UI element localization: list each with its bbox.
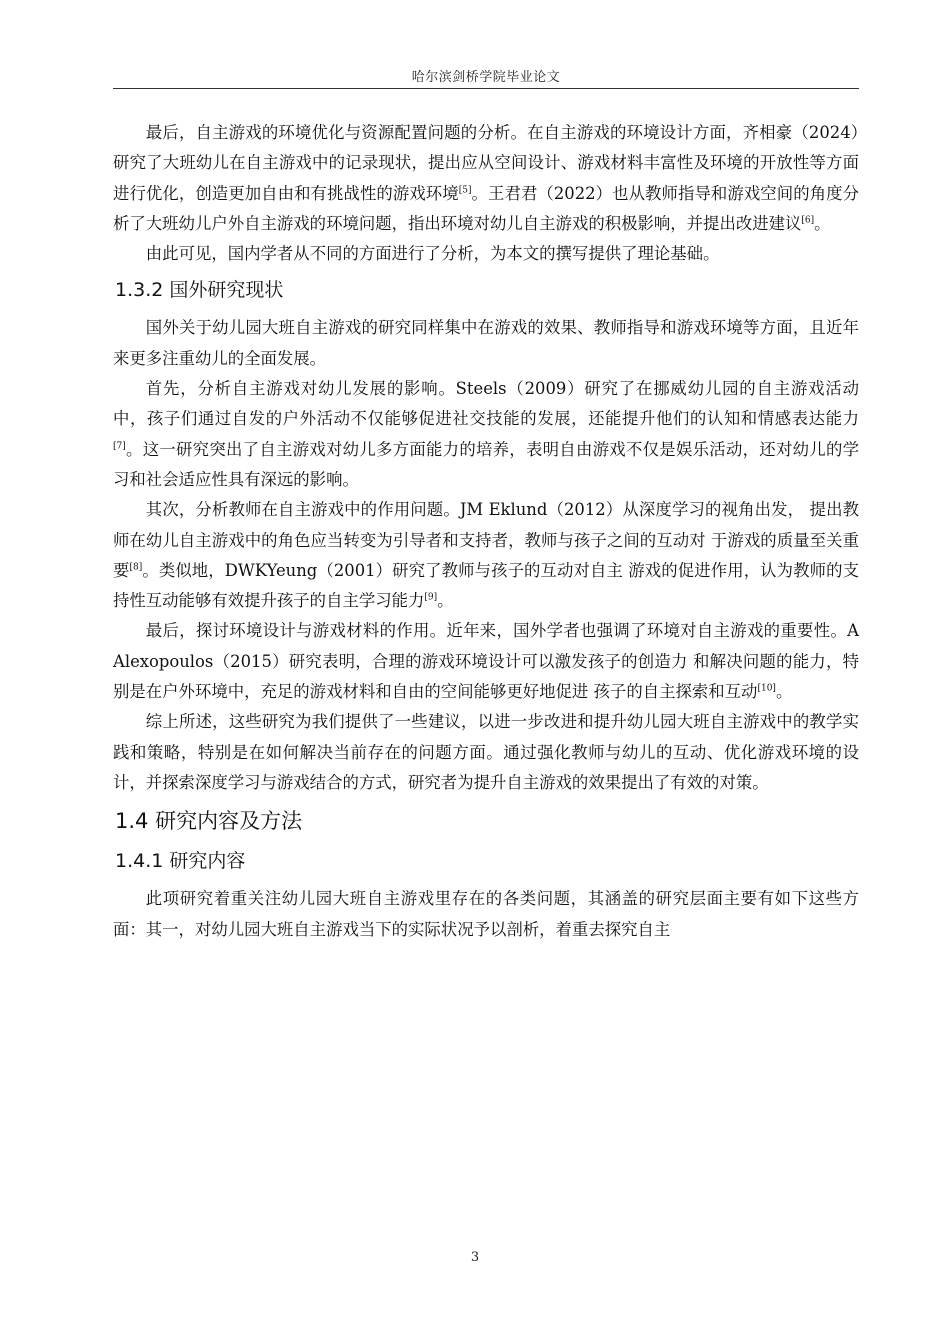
page-header: 哈尔滨剑桥学院毕业论文 [411,70,561,85]
paragraph-foreign-summary: 综上所述，这些研究为我们提供了一些建议，以进一步改进和提升幼儿园大班自主游戏中的教学实践和策略，特别是在如何解决当前存在的问题方面。通过强化教师与幼儿的互动、优化游戏环境的设计，并探索深度学习与游戏结合的方式，研究者为提升自主游戏的效果提出了有效的对策。 [113,712,859,792]
paragraph-foreign-environment: 最后，探讨环境设计与游戏材料的作用。近年来，国外学者也强调了环境对自主游戏的重要性。A Alexopoulos（2015）研究表明，合理的游戏环境设计可以激发孩子的创造力 和解决问题的能力，特别是在户外环境中，充足的游戏材料和自由的空间能够更好地促进 孩子的自主探索和互动[10]。 [113,621,859,702]
citation-5: [5] [458,185,472,196]
citation-9: [9] [424,592,438,603]
body-content [113,118,859,945]
heading-1-4-1: 1.4.1 研究内容 [115,850,246,873]
paragraph-domestic-summary: 由此可见，国内学者从不同的方面进行了分析，为本文的撰写提供了理论基础。 [145,244,720,264]
citation-7: [7] [113,441,126,452]
citation-6: [6] [801,215,815,226]
heading-1-3-2: 1.3.2 国外研究现状 [115,279,284,302]
citation-10: [10] [757,683,776,694]
header-divider [113,88,859,89]
paragraph-foreign-development: 首先，分析自主游戏对幼儿发展的影响。Steels（2009）研究了在挪威幼儿园的自主游戏活动中，孩子们通过自发的户外活动不仅能够促进社交技能的发展，还能提升他们的认知和情感表达能力[7]。这一研究突出了自主游戏对幼儿多方面能力的培养，表明自由游戏不仅是娱乐活动，还对幼儿的学习和社会适应性具有深远的影响。 [113,379,859,489]
paragraph-env-optimization: 最后，自主游戏的环境优化与资源配置问题的分析。在自主游戏的环境设计方面，齐相豪（2024）研究了大班幼儿在自主游戏中的记录现状，提出应从空间设计、游戏材料丰富性及环境的开放性等方面进行优化，创造更加自由和有挑战性的游戏环境[5]。王君君（2022）也从教师指导和游戏空间的角度分析了大班幼儿户外自主游戏的环境问题，指出环境对幼儿自主游戏的积极影响，并提出改进建议[6]。 [113,123,859,233]
paragraph-foreign-intro: 国外关于幼儿园大班自主游戏的研究同样集中在游戏的效果、教师指导和游戏环境等方面，且近年来更多注重幼儿的全面发展。 [113,318,859,368]
page-number: 3 [470,1250,480,1265]
heading-1-4: 1.4 研究内容及方法 [115,809,303,834]
paragraph-research-content: 此项研究着重关注幼儿园大班自主游戏里存在的各类问题，其涵盖的研究层面主要有如下这些方面：其一，对幼儿园大班自主游戏当下的实际状况予以剖析，着重去探究自主 [113,889,859,939]
citation-8: [8] [129,562,143,573]
paragraph-foreign-teacher: 其次，分析教师在自主游戏中的作用问题。JM Eklund（2012）从深度学习的视角出发， 提出教师在幼儿自主游戏中的角色应当转变为引导者和支持者，教师与孩子之间的互动对 于游戏的质量至关重要[8]。类似地，DWKYeung（2001）研究了教师与孩子的互动对自主 游戏的促进作用，认为教师的支持性互动能够有效提升孩子的自主学习能力[9]。 [113,500,860,611]
